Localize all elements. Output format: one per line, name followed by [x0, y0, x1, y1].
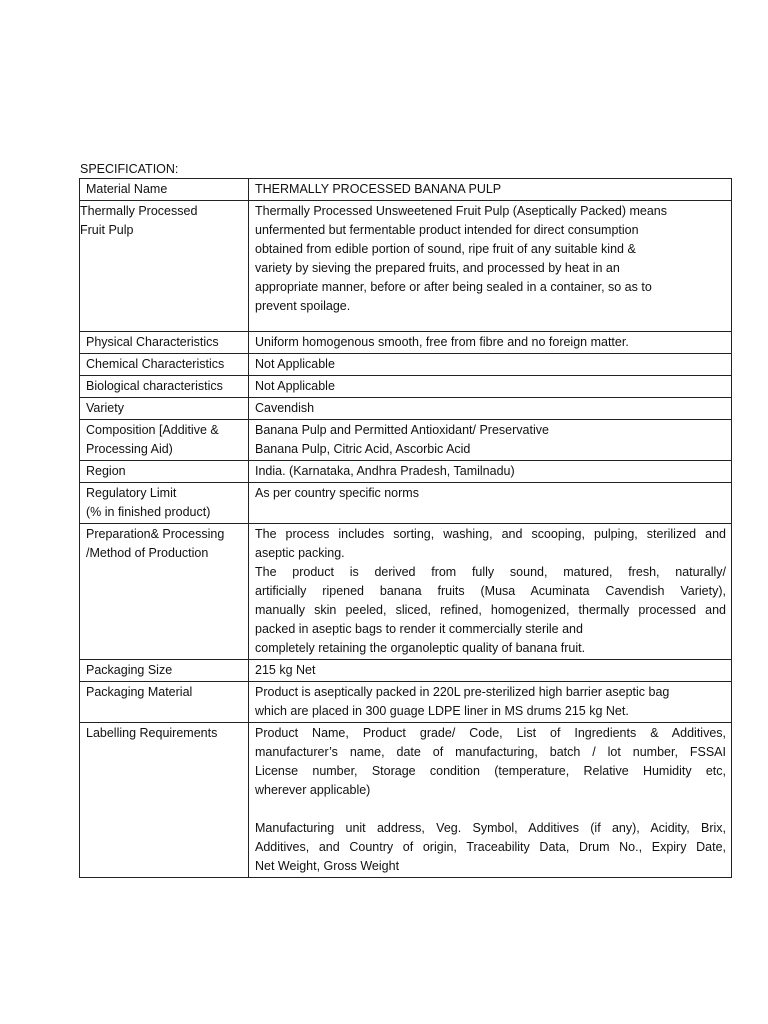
table-row	[80, 376, 732, 398]
row-value	[249, 376, 732, 398]
label-text: Regulatory Limit	[86, 486, 177, 500]
value-text: 215 kg Net	[255, 663, 316, 677]
row-value	[249, 179, 732, 201]
row-label	[80, 723, 249, 878]
value-text: India. (Karnataka, Andhra Pradesh, Tamilnadu)	[255, 464, 515, 478]
row-label	[80, 483, 249, 524]
label-text: Preparation& Processing	[86, 527, 225, 541]
value-text: artificially ripened banana fruits (Musa Acuminata Cavendish Variety),	[255, 584, 726, 598]
value-text: unfermented but fermentable product intended for direct consumption	[255, 223, 639, 237]
label-text: Packaging Size	[86, 663, 173, 677]
label-text: Variety	[86, 401, 124, 415]
value-text: prevent spoilage.	[255, 299, 351, 313]
label-text: Region	[86, 464, 126, 478]
value-text: Net Weight, Gross Weight	[255, 859, 400, 873]
row-value	[249, 332, 732, 354]
row-label	[80, 376, 249, 398]
row-label	[80, 398, 249, 420]
row-label	[80, 201, 249, 332]
table-row	[80, 398, 732, 420]
label-text: /Method of Production	[86, 546, 209, 560]
table-row	[80, 660, 732, 682]
label-text: Processing Aid)	[86, 442, 173, 456]
table-row	[80, 461, 732, 483]
value-text: manufacturer’s name, date of manufacturing, batch / lot number, FSSAI	[255, 745, 726, 759]
label-text: Biological characteristics	[86, 379, 223, 393]
row-label	[80, 524, 249, 660]
value-text: Banana Pulp, Citric Acid, Ascorbic Acid	[255, 442, 471, 456]
row-value	[249, 524, 732, 660]
specification-table	[79, 178, 732, 878]
value-text: which are placed in 300 guage LDPE liner in MS drums 215 kg Net.	[255, 704, 629, 718]
row-label	[80, 682, 249, 723]
row-label	[80, 660, 249, 682]
table-row	[80, 354, 732, 376]
label-text: (% in finished product)	[86, 505, 211, 519]
value-text: Manufacturing unit address, Veg. Symbol, Additives (if any), Acidity, Brix,	[255, 821, 726, 835]
value-text: Product Name, Product grade/ Code, List of Ingredients & Additives,	[255, 726, 726, 740]
row-value	[249, 483, 732, 524]
table-row	[80, 420, 732, 461]
value-text: Not Applicable	[255, 357, 335, 371]
value-text: Banana Pulp and Permitted Antioxidant/ Preservative	[255, 423, 549, 437]
value-text: Additives, and Country of origin, Traceability Data, Drum No., Expiry Date,	[255, 840, 726, 854]
label-text: Chemical Characteristics	[86, 357, 225, 371]
value-text: packed in aseptic bags to render it commercially sterile and	[255, 622, 583, 636]
spacer	[255, 316, 726, 330]
value-text: completely retaining the organoleptic quality of banana fruit.	[255, 641, 586, 655]
label-text: Fruit Pulp	[80, 223, 134, 237]
row-value	[249, 398, 732, 420]
value-text: Not Applicable	[255, 379, 335, 393]
row-label	[80, 461, 249, 483]
label-text: Labelling Requirements	[86, 726, 218, 740]
value-text: manually skin peeled, sliced, refined, homogenized, thermally processed and	[255, 603, 726, 617]
value-text: Uniform homogenous smooth, free from fibre and no foreign matter.	[255, 335, 629, 349]
table-row	[80, 179, 732, 201]
row-value	[249, 420, 732, 461]
label-text: Physical Characteristics	[86, 335, 219, 349]
value-text: obtained from edible portion of sound, ripe fruit of any suitable kind &	[255, 242, 636, 256]
value-text: aseptic packing.	[255, 546, 345, 560]
value-text: The product is derived from fully sound, matured, fresh, naturally/	[255, 565, 726, 579]
label-text: Material Name	[86, 182, 168, 196]
label-text: Composition [Additive &	[86, 423, 219, 437]
value-text: As per country specific norms	[255, 486, 419, 500]
table-row	[80, 524, 732, 660]
value-text: Thermally Processed Unsweetened Fruit Pulp (Aseptically Packed) means	[255, 204, 667, 218]
table-row	[80, 483, 732, 524]
value-text: variety by sieving the prepared fruits, and processed by heat in an	[255, 261, 620, 275]
row-value	[249, 660, 732, 682]
label-text: Packaging Material	[86, 685, 193, 699]
row-label	[80, 420, 249, 461]
table-row	[80, 682, 732, 723]
value-text: Product is aseptically packed in 220L pre-sterilized high barrier aseptic bag	[255, 685, 670, 699]
value-text: The process includes sorting, washing, and scooping, pulping, sterilized and	[255, 527, 726, 541]
row-value	[249, 723, 732, 878]
label-text: Thermally Processed	[80, 204, 198, 218]
row-value	[249, 461, 732, 483]
row-label	[80, 332, 249, 354]
value-text: wherever applicable)	[255, 783, 371, 797]
row-label	[80, 179, 249, 201]
row-label	[80, 354, 249, 376]
value-text: Cavendish	[255, 401, 315, 415]
table-row	[80, 201, 732, 332]
value-text: appropriate manner, before or after being sealed in a container, so as to	[255, 280, 652, 294]
table-row	[80, 723, 732, 878]
specification-heading: SPECIFICATION:	[80, 162, 179, 176]
row-value	[249, 201, 732, 332]
value-text: THERMALLY PROCESSED BANANA PULP	[255, 182, 502, 196]
row-value	[249, 682, 732, 723]
row-value	[249, 354, 732, 376]
value-text: License number, Storage condition (temperature, Relative Humidity etc,	[255, 764, 726, 778]
table-row	[80, 332, 732, 354]
spacer	[255, 800, 726, 819]
